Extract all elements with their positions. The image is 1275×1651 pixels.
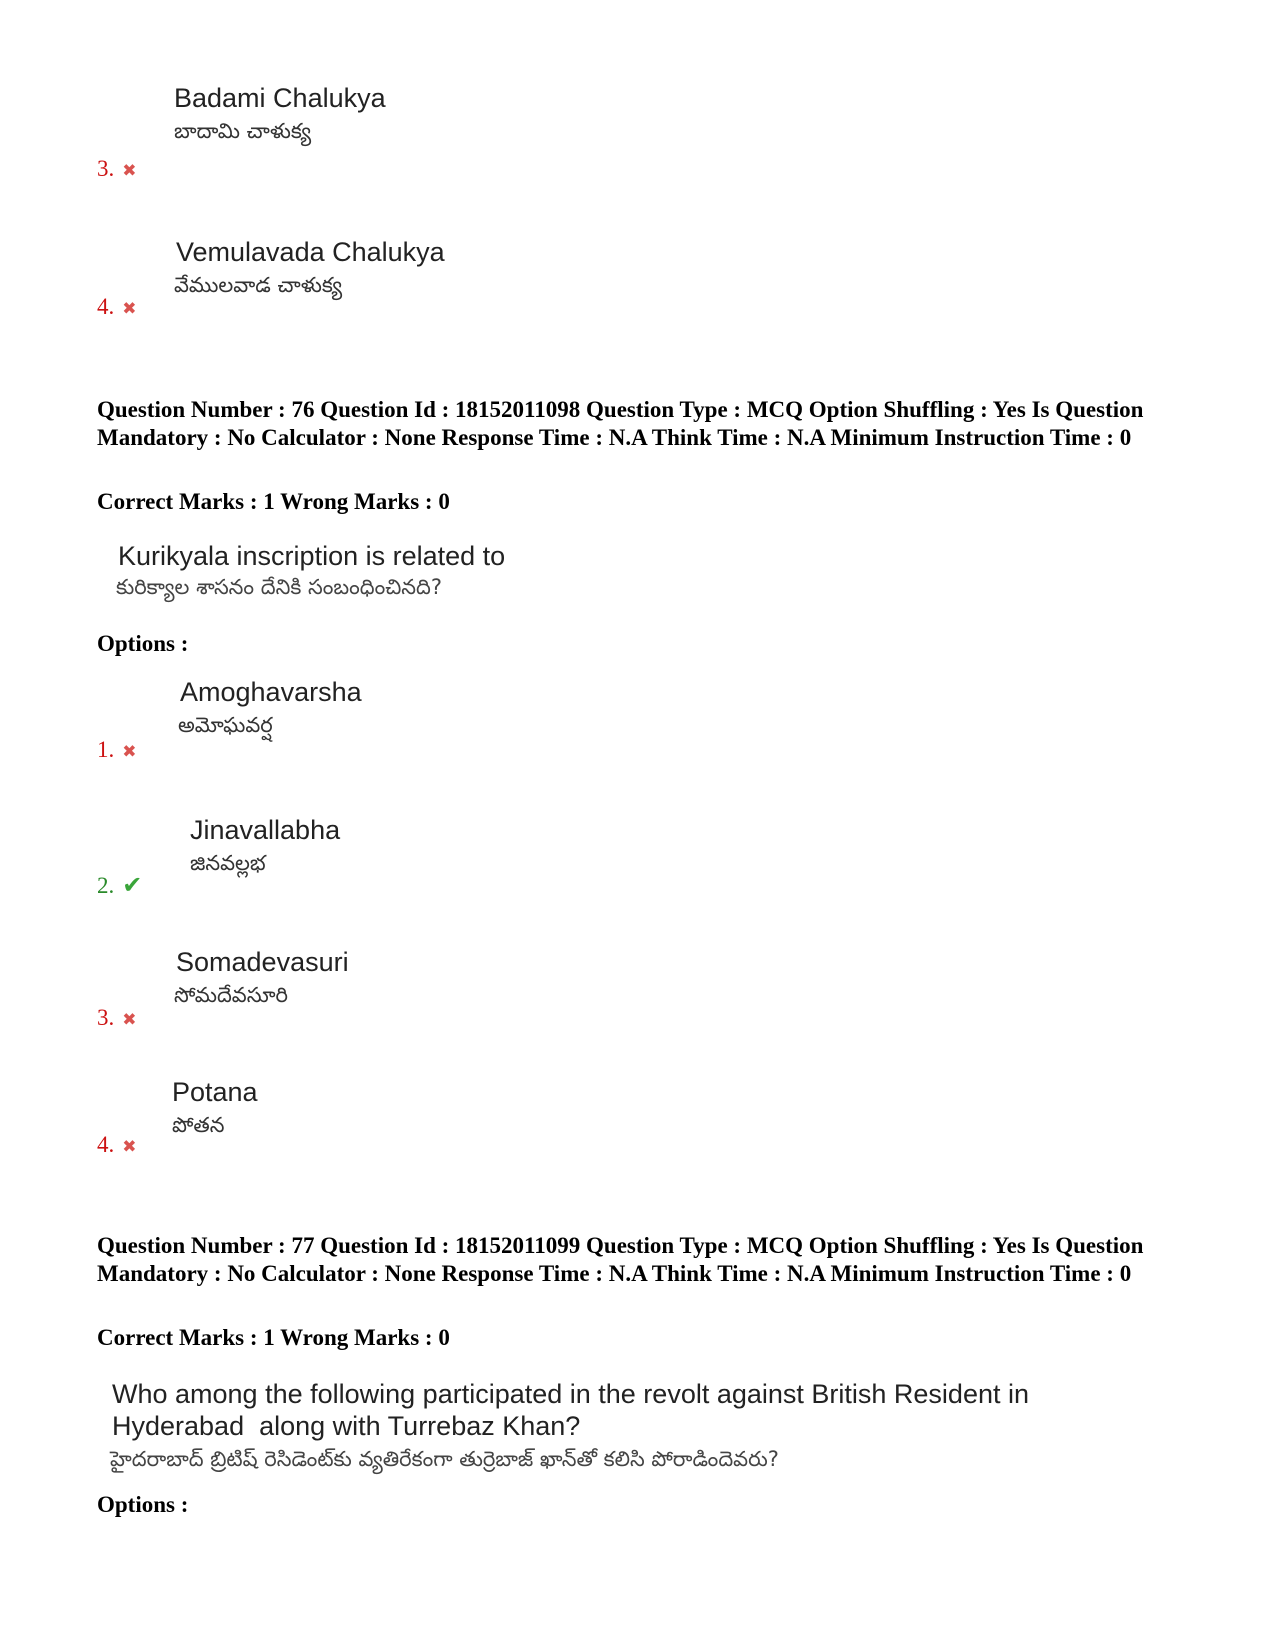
cross-icon: ✖ <box>122 1010 137 1030</box>
q76-option-2-number-row <box>97 872 142 899</box>
option-3-telugu: బాదామి చాళుక్య <box>174 119 312 143</box>
question-77-marks: Correct Marks : 1 Wrong Marks : 0 <box>97 1325 450 1350</box>
option-4-english: Vemulavada Chalukya <box>176 237 445 267</box>
q76-option-2-number: 2. <box>97 873 115 898</box>
option-3-number: 3. <box>97 156 115 181</box>
q76-option-4-number: 4. <box>97 1132 115 1157</box>
q76-option-2-telugu: జినవల్లభ <box>190 851 266 875</box>
option-3-number-row <box>97 156 137 184</box>
cross-icon: ✖ <box>122 299 137 319</box>
q76-option-3-number: 3. <box>97 1005 115 1030</box>
option-3-english: Badami Chalukya <box>174 83 386 113</box>
question-76-marks: Correct Marks : 1 Wrong Marks : 0 <box>97 489 450 514</box>
q76-option-1-english: Amoghavarsha <box>180 677 362 707</box>
question-77-text-telugu: హైదరాబాద్ బ్రిటిష్ రెసిడెంట్‌కు వ్యతిరేకంగా తుర్రెబాజ్ ఖాన్‌తో కలిసి పోరాడిందెవరు? <box>110 1447 779 1471</box>
q76-option-3-number-row <box>97 1005 137 1033</box>
option-4-telugu: వేములవాడ చాళుక్య <box>174 273 343 297</box>
question-77-text-english-line-1: Who among the following participated in the revolt against British Resident in <box>112 1379 1029 1409</box>
option-4-number: 4. <box>97 294 115 319</box>
q76-option-4-number-row <box>97 1132 137 1160</box>
option-4-number-row <box>97 294 137 322</box>
question-76-options-label: Options : <box>97 631 189 656</box>
checkmark-icon: ✔ <box>122 871 143 899</box>
q76-option-4-english: Potana <box>172 1077 258 1107</box>
cross-icon: ✖ <box>122 161 137 181</box>
question-76-text-telugu: కురిక్యాల శాసనం దేనికి సంబంధించినది? <box>116 575 443 599</box>
q76-option-2-english: Jinavallabha <box>190 815 341 845</box>
question-76-meta: Question Number : 76 Question Id : 18152011098 Question Type : MCQ Option Shuffling : Yes Is Question Mandatory : No Calculator : None Response Time : N.A Think Time : N.A Minimum Instruction Time : 0 <box>97 397 1144 450</box>
cross-icon: ✖ <box>122 1137 137 1157</box>
question-77-meta: Question Number : 77 Question Id : 18152011099 Question Type : MCQ Option Shuffling : Yes Is Question Mandatory : No Calculator : None Response Time : N.A Think Time : N.A Minimum Instruction Time : 0 <box>97 1233 1144 1286</box>
question-77-options-label: Options : <box>97 1492 189 1517</box>
q76-option-4-telugu: పోతన <box>172 1113 225 1137</box>
q76-option-1-telugu: అమోఘవర్ష <box>178 713 273 737</box>
question-76-text-english: Kurikyala inscription is related to <box>118 541 506 571</box>
q76-option-3-english: Somadevasuri <box>176 947 349 977</box>
q76-option-1-number: 1. <box>97 737 115 762</box>
question-77-text-english-line-2: Hyderabad along with Turrebaz Khan? <box>112 1411 581 1441</box>
cross-icon: ✖ <box>122 742 137 762</box>
q76-option-3-telugu: సోమదేవసూరి <box>174 983 288 1007</box>
q76-option-1-number-row <box>97 737 137 765</box>
